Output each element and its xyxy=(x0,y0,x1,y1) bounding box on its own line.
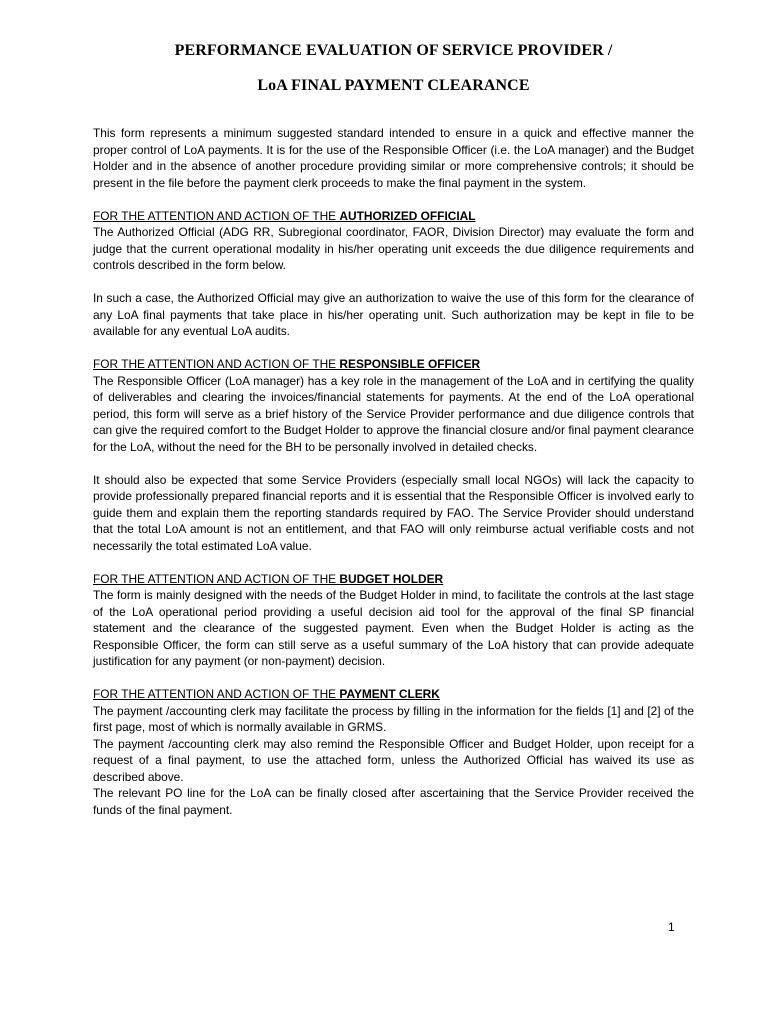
heading-role: BUDGET HOLDER xyxy=(339,571,444,586)
heading-prefix: FOR THE ATTENTION AND ACTION OF THE xyxy=(93,687,340,701)
heading-role: AUTHORIZED OFFICIAL xyxy=(339,208,476,223)
intro-paragraph: This form represents a minimum suggested standard intended to ensure in a quick and effective manner the proper control of LoA payments. It is for the use of the Responsible Officer (i.e. the LoA manager) and the Budget Holder and in the absence of another procedure providing similar or more comprehensive controls; it should be present in the file before the payment clerk proceeds to make the final payment in the system. xyxy=(93,126,694,190)
heading-prefix: FOR THE ATTENTION AND ACTION OF THE xyxy=(93,571,340,586)
authorized-official-paragraph-1: The Authorized Official (ADG RR, Subregional coordinator, FAOR, Division Director) may evaluate the form and judge that the current operational modality in his/her operating unit exceeds the due diligence requirements and controls described in the form below. xyxy=(93,225,694,272)
heading-prefix: FOR THE ATTENTION AND ACTION OF THE xyxy=(93,208,340,223)
budget-holder-paragraph-1: The form is mainly designed with the needs of the Budget Holder in mind, to facilitate the controls at the last stage of the LoA operational period providing a useful decision aid tool for the approval of the final SP financial statement and the clearance of the suggested payment. Even when the Budget Holder is acting as the Responsible Officer, the form can still serve as a useful summary of the LoA history that can provide adequate justification for any payment (or non-payment) decision. xyxy=(93,588,694,668)
responsible-officer-paragraph-2: It should also be expected that some Service Providers (especially small local NGOs) will lack the capacity to provide professionally prepared financial reports and it is essential that the Responsible Officer is involved early to guide them and explain them the reporting standards required by FAO. The Service Provider should understand that the total LoA amount is not an entitlement, and that FAO will only reimburse actual verifiable costs and not necessarily the total estimated LoA value. xyxy=(93,472,694,553)
authorized-official-paragraph-2: In such a case, the Authorized Official may give an authorization to waive the use of this form for the clearance of any LoA final payments that take place in his/her operating unit. Such authorization may be kept in file to be available for any eventual LoA audits. xyxy=(93,291,694,338)
payment-clerk-paragraph-2: The payment /accounting clerk may also remind the Responsible Officer and Budget Holder, upon receipt for a request of a final payment, to use the attached form, unless the Authorized Official has waived its use as described above. xyxy=(93,736,694,784)
budget-holder-heading xyxy=(93,571,694,588)
responsible-officer-paragraph-1: The Responsible Officer (LoA manager) has a key role in the management of the LoA and in certifying the quality of deliverables and clearing the invoices/financial statements for payments. At the end of the LoA operational period, this form will serve as a brief history of the Service Provider performance and due diligence controls that can give the required comfort to the Budget Holder to approve the financial closure and/or final payment clearance for the LoA, without the need for the BH to be personally involved in detailed checks. xyxy=(93,373,694,454)
page-number: 1 xyxy=(668,920,675,934)
payment-clerk-paragraph-3: The relevant PO line for the LoA can be finally closed after ascertaining that the Service Provider received the funds of the final payment. xyxy=(93,786,694,817)
payment-clerk-heading xyxy=(93,686,694,703)
payment-clerk-paragraph-1: The payment /accounting clerk may facilitate the process by filling in the information for the fields [1] and [2] of the first page, most of which is normally available in GRMS. xyxy=(93,703,694,734)
heading-role: RESPONSIBLE OFFICER xyxy=(339,357,481,371)
document-title-line1: PERFORMANCE EVALUATION OF SERVICE PROVIDER / xyxy=(174,42,613,59)
document-title-line2: LoA FINAL PAYMENT CLEARANCE xyxy=(257,77,530,94)
responsible-officer-heading xyxy=(93,356,694,373)
payment-clerk-section xyxy=(93,686,694,818)
authorized-official-section xyxy=(93,208,694,340)
heading-prefix: FOR THE ATTENTION AND ACTION OF THE xyxy=(93,357,340,371)
intro-section xyxy=(93,125,694,191)
budget-holder-section xyxy=(93,571,694,670)
authorized-official-heading xyxy=(93,208,694,225)
heading-role: PAYMENT CLERK xyxy=(339,687,440,701)
responsible-officer-section xyxy=(93,356,694,554)
